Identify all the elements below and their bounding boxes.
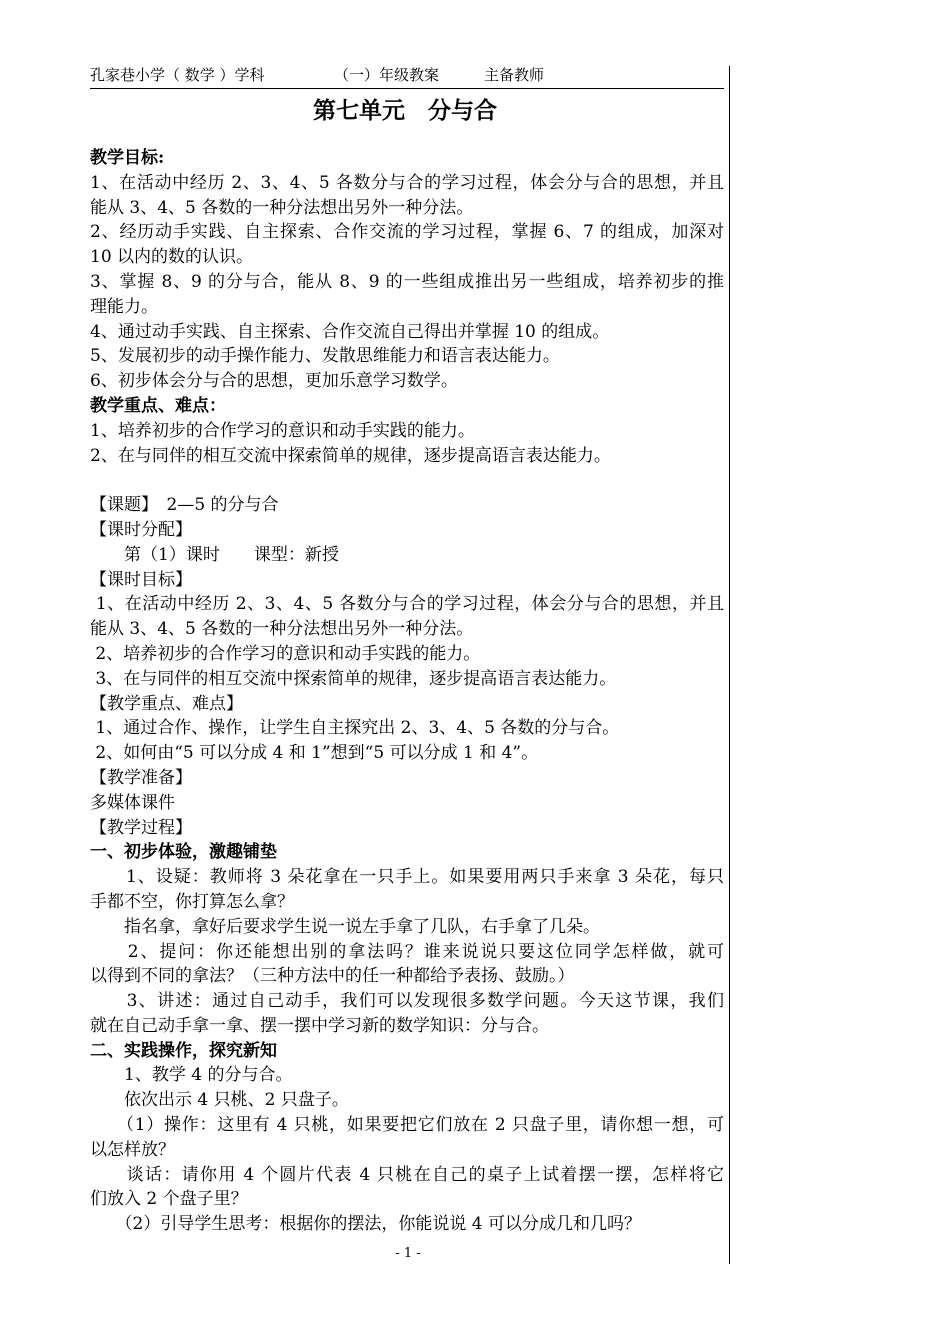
section1-line: 1、设疑：教师将 3 朵花拿在一只手上。如果要用两只手来拿 3 朵花，每只 — [90, 867, 724, 888]
unit-goal-line: 2、经历动手实践、自主探索、合作交流的学习过程，掌握 6、7 的组成，加深对 — [90, 222, 724, 243]
lesson-key-heading: 【教学重点、难点】 — [90, 693, 243, 714]
unit-goal-line: 5、发展初步的动手操作能力、发散思维能力和语言表达能力。 — [90, 346, 560, 367]
section2-line: （1）操作：这里有 4 只桃，如果要把它们放在 2 只盘子里，请你想一想，可 — [90, 1115, 724, 1136]
lesson-goal-line: 1、在活动中经历 2、3、4、5 各数分与合的学习过程，体会分与合的思想，并且 — [90, 594, 724, 615]
section2-line: 1、教学 4 的分与合。 — [90, 1065, 293, 1086]
section2-heading: 二、实践操作，探究新知 — [90, 1040, 277, 1061]
lesson-prep: 多媒体课件 — [90, 792, 175, 813]
lesson-prep-heading: 【教学准备】 — [90, 767, 192, 788]
unit-goal-line: 4、通过动手实践、自主探索、合作交流自己得出并掌握 10 的组成。 — [90, 321, 610, 342]
lesson-key-line: 1、通过合作、操作，让学生自主探究出 2、3、4、5 各数的分与合。 — [90, 718, 620, 739]
section1-line: 以得到不同的拿法？（三种方法中的任一种都给予表扬、鼓励。） — [90, 966, 575, 987]
unit-goal-line: 6、初步体会分与合的思想，更加乐意学习数学。 — [90, 371, 458, 392]
lesson-goal-line: 3、在与同伴的相互交流中探索简单的规律，逐步提高语言表达能力。 — [90, 668, 617, 689]
section2-line: （2）引导学生思考：根据你的摆法，你能说说 4 可以分成几和几吗？ — [90, 1214, 641, 1235]
section2-line: 谈话：请你用 4 个圆片代表 4 只桃在自己的桌子上试着摆一摆，怎样将它 — [90, 1164, 724, 1185]
lesson-goal-line: 2、培养初步的合作学习的意识和动手实践的能力。 — [90, 643, 481, 664]
section2-line: 们放入 2 个盘子里？ — [90, 1189, 248, 1210]
section1-line: 手都不空，你打算怎么拿？ — [90, 891, 294, 912]
unit-goals-heading: 教学目标: — [90, 148, 165, 168]
lesson-topic: 【课题】 2—5 的分与合 — [90, 495, 279, 516]
document-body — [90, 146, 724, 1237]
lesson-allocation: 第（1）课时 课型：新授 — [90, 544, 339, 565]
section1-line: 2、提问：你还能想出别的拿法吗？谁来说说只要这位同学怎样做，就可 — [90, 941, 724, 962]
section1-line: 指名拿，拿好后要求学生说一说左手拿了几队，右手拿了几朵。 — [90, 916, 600, 937]
header-teacher: 主备教师 — [484, 66, 545, 84]
section2-line: 依次出示 4 只桃、2 只盘子。 — [90, 1090, 349, 1111]
section1-line: 3、讲述：通过自己动手，我们可以发现很多数学问题。今天这节课，我们 — [90, 991, 724, 1012]
section1-line: 就在自己动手拿一拿、摆一摆中学习新的数学知识：分与合。 — [90, 1015, 549, 1036]
unit-goal-line: 10 以内的数的认识。 — [90, 247, 254, 268]
unit-goal-line: 3、掌握 8、9 的分与合，能从 8、9 的一些组成推出另一些组成，培养初步的推 — [90, 271, 724, 292]
unit-key-heading: 教学重点、难点： — [90, 395, 226, 416]
lesson-goals-heading: 【课时目标】 — [90, 569, 192, 590]
unit-goal-line: 1、在活动中经历 2、3、4、5 各数分与合的学习过程，体会分与合的思想，并且 — [90, 172, 724, 193]
page-title: 第七单元 分与合 — [313, 97, 497, 124]
lesson-goal-line: 能从 3、4、5 各数的一种分法想出另外一种分法。 — [90, 619, 474, 640]
lesson-process-heading: 【教学过程】 — [90, 817, 192, 838]
lesson-allocation-heading: 【课时分配】 — [90, 519, 192, 540]
header-grade: （一）年级教案 — [334, 66, 440, 84]
margin-rule — [729, 66, 730, 1264]
section2-line: 以怎样放？ — [90, 1139, 175, 1160]
header-school: 孔家巷小学（ 数学 ）学科 — [90, 66, 265, 84]
unit-goal-line: 理能力。 — [90, 296, 158, 317]
lesson-key-line: 2、如何由“5 可以分成 4 和 1”想到“5 可以分成 1 和 4”。 — [90, 743, 539, 764]
unit-key-line: 1、培养初步的合作学习的意识和动手实践的能力。 — [90, 420, 475, 441]
page-number: - 1 - — [395, 1246, 421, 1261]
unit-key-line: 2、在与同伴的相互交流中探索简单的规律，逐步提高语言表达能力。 — [90, 445, 611, 466]
unit-goal-line: 能从 3、4、5 各数的一种分法想出另外一种分法。 — [90, 197, 474, 218]
page-header — [90, 64, 724, 89]
section1-heading: 一、初步体验，激趣铺垫 — [90, 842, 277, 863]
